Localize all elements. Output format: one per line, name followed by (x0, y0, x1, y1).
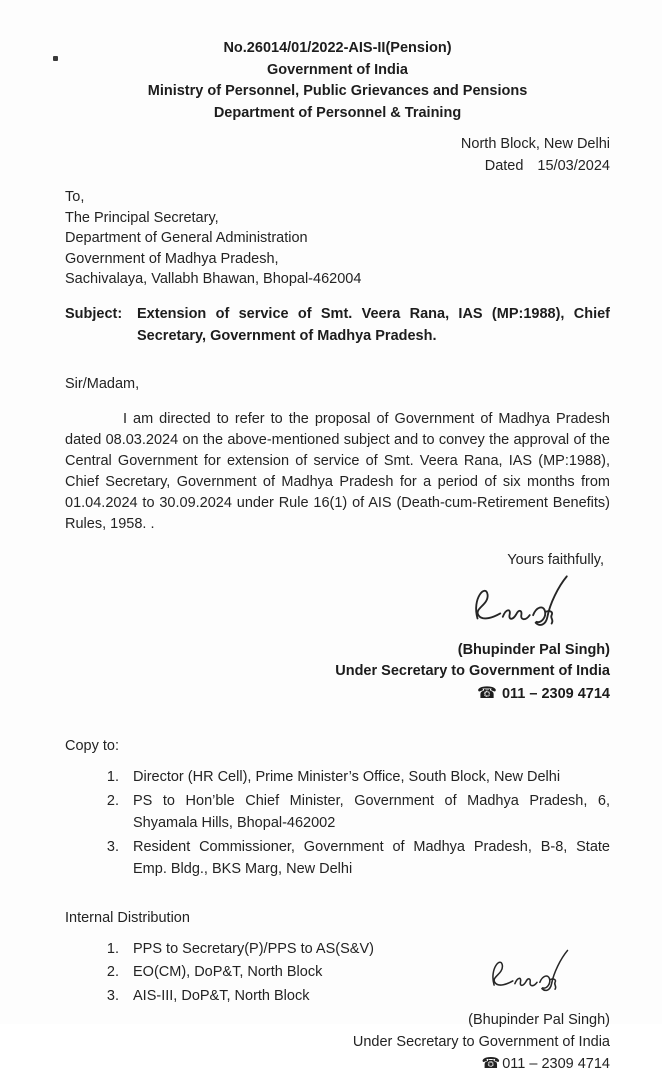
valediction: Yours faithfully, (507, 551, 604, 568)
handwritten-signature (483, 943, 580, 1005)
phone-number: 011 – 2309 4714 (501, 685, 610, 702)
copy-to-item: 3. Resident Commissioner, Government of Madhya Pradesh, B-8, State Emp. Bldg., BKS Marg, New Delhi (123, 836, 610, 881)
signatory-designation: Under Secretary to Government of India (352, 1033, 610, 1050)
date-label: Dated (484, 157, 524, 174)
subject-text: Extension of service of Smt. Veera Rana, IAS (MP:1988), Chief Secretary, Government of Madhya Pradesh. (137, 305, 610, 344)
recipient-to: To, (65, 189, 85, 205)
internal-distribution-item: 1. PPS to Secretary(P)/PPS to AS(S&V) (123, 938, 483, 961)
signature-block-bottom (65, 1010, 610, 1076)
subject-block (65, 303, 610, 347)
place-line: North Block, New Delhi (460, 136, 610, 152)
internal-distribution-section (65, 908, 610, 1009)
phone-line (65, 683, 610, 706)
date-line (485, 156, 610, 178)
copy-to-item: 2. PS to Hon’ble Chief Minister, Government of Madhya Pradesh, 6, Shyamala Hills, Bhopal-462002 (123, 790, 610, 835)
date-value: 15/03/2024 (537, 157, 610, 174)
signatory-name: (Bhupinder Pal Singh) (468, 1012, 610, 1028)
scan-artifact-dot (53, 56, 58, 61)
recipient-block (65, 187, 610, 290)
org-government: Government of India (267, 61, 408, 78)
internal-distribution-heading: Internal Distribution (65, 909, 190, 926)
phone-number: 011 – 2309 4714 (502, 1056, 610, 1072)
internal-distribution-list (65, 938, 483, 1009)
subject-label: Subject: (65, 305, 123, 322)
body-paragraph: I am directed to refer to the proposal of Government of Madhya Pradesh dated 08.03.2024 on the above-mentioned subject and to convey the approval of the Central Government for extension of service of Smt. Veera Rana, IAS (MP:1988), Chief Secretary, Government of Madhya Pradesh for a period of six months from 01.04.2024 to 30.09.2024 under Rule 16(1) of AIS (Death-cum-Retirement Benefits) Rules, 1958. . (65, 410, 610, 532)
recipient-line: Government of Madhya Pradesh, (65, 250, 279, 267)
reference-number: No.26014/01/2022-AIS-II(Pension) (223, 40, 452, 56)
signature-block-top (65, 550, 610, 706)
copy-to-heading: Copy to: (65, 738, 119, 754)
recipient-line: Department of General Administration (65, 230, 308, 246)
letterhead (65, 38, 610, 124)
internal-distribution-item: 3. AIS-III, DoP&T, North Block (123, 985, 483, 1008)
recipient-line: The Principal Secretary, (65, 209, 219, 226)
copy-to-list (65, 766, 610, 881)
org-department: Department of Personnel & Training (213, 104, 462, 121)
telephone-icon: ☎ (481, 1055, 501, 1072)
place-date-block (65, 134, 610, 177)
copy-to-item: 1. Director (HR Cell), Prime Minister’s Office, South Block, New Delhi (123, 766, 610, 789)
handwritten-signature (464, 573, 582, 637)
signatory-name: (Bhupinder Pal Singh) (457, 641, 610, 658)
internal-distribution-row (65, 929, 610, 1009)
salutation: Sir/Madam, (65, 375, 140, 392)
recipient-line: Sachivalaya, Vallabh Bhawan, Bhopal-462004 (65, 271, 362, 287)
phone-line (65, 1053, 610, 1076)
copy-to-section (65, 735, 610, 881)
telephone-icon: ☎ (477, 684, 497, 702)
org-ministry: Ministry of Personnel, Public Grievances and Pensions (147, 83, 528, 99)
internal-distribution-item: 2. EO(CM), DoP&T, North Block (123, 961, 483, 984)
signatory-designation: Under Secretary to Government of India (335, 663, 610, 679)
